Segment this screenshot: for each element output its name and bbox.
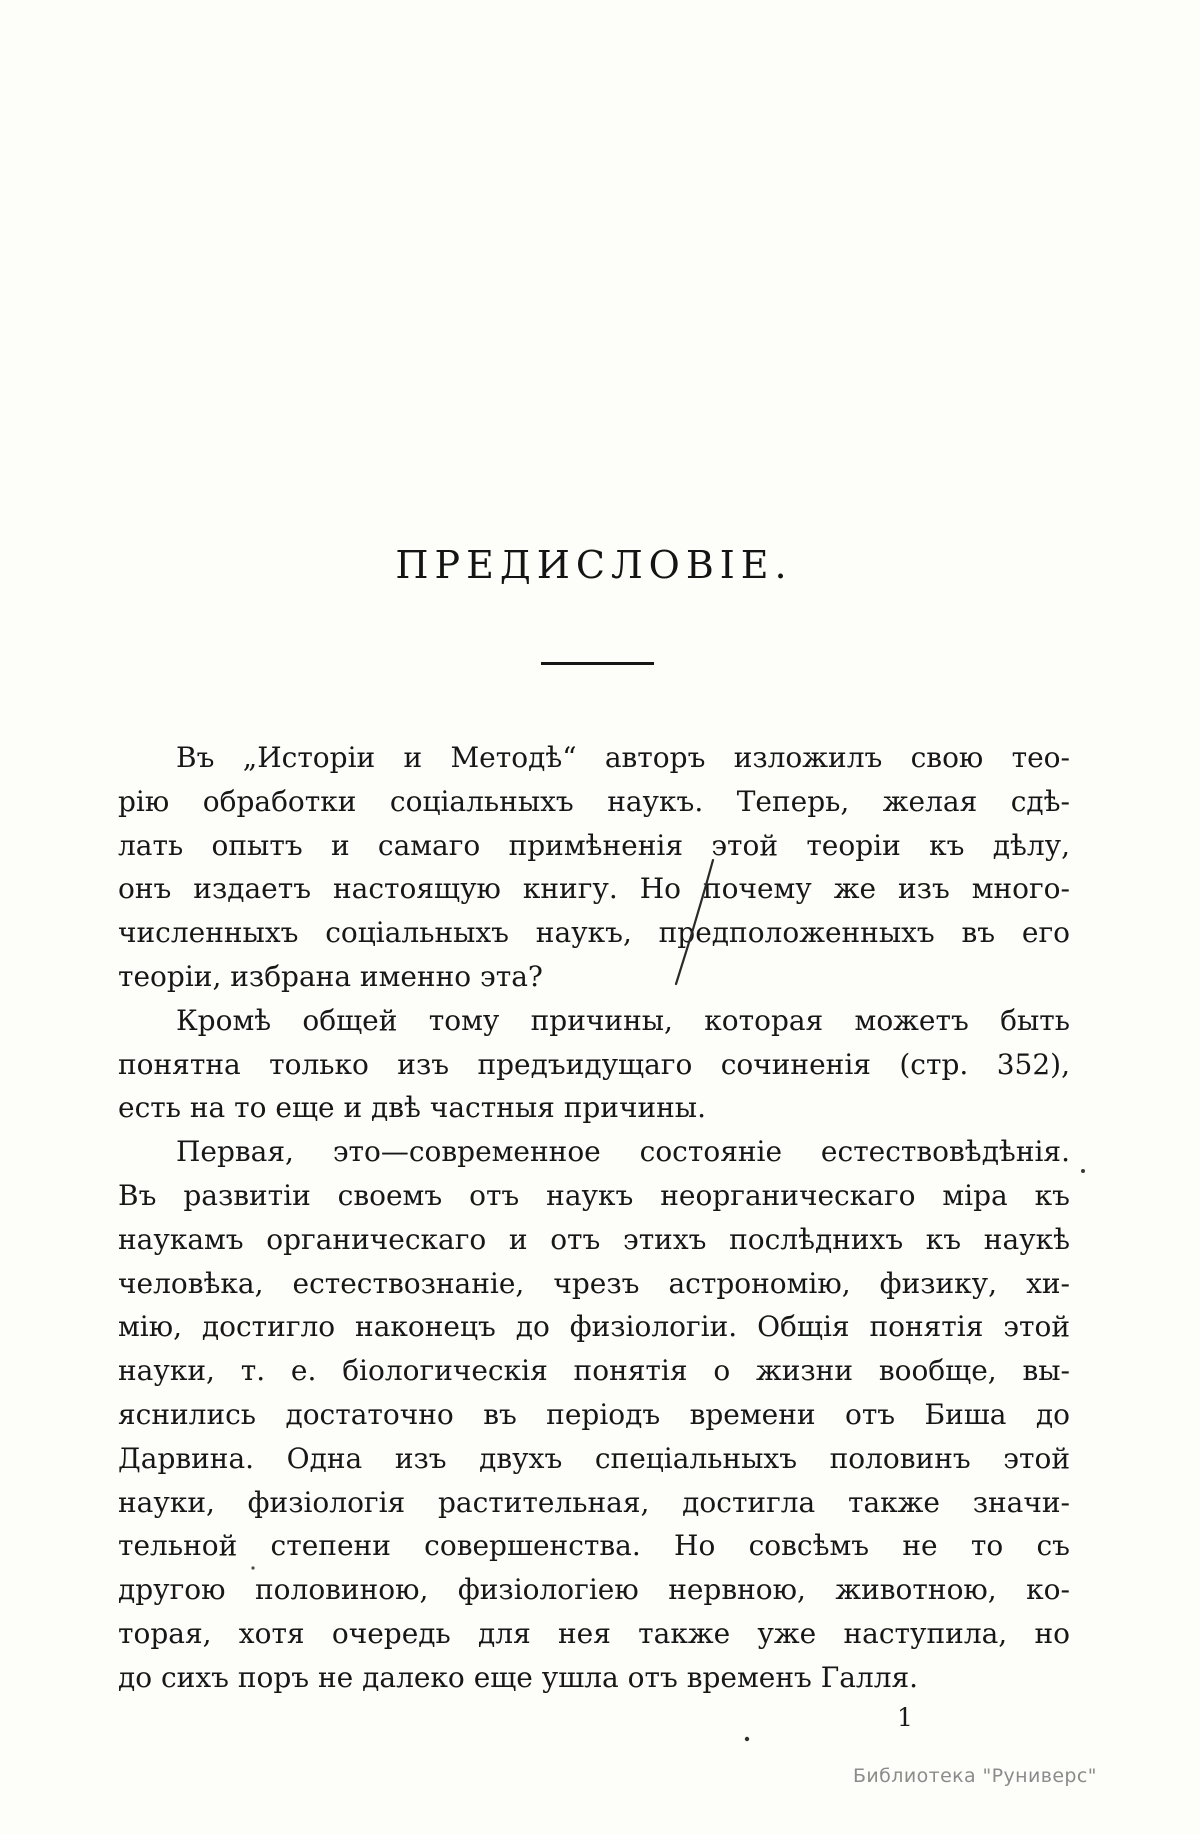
paragraph (118, 736, 1070, 999)
text-line: науки, т. е. біологическія понятія о жизни вообще, вы- (118, 1354, 1070, 1388)
text-line: онъ издаетъ настоящую книгу. Но почему же изъ много- (118, 872, 1070, 906)
scan-speckle (745, 1737, 749, 1741)
text-line: человѣка, естествознаніе, чрезъ астрономію, физику, хи- (118, 1266, 1070, 1300)
text-line: яснились достаточно въ періодъ времени отъ Биша до (118, 1397, 1070, 1431)
text-line: рію обработки соціальныхъ наукъ. Теперь, желая сдѣ- (118, 784, 1070, 818)
section-divider (541, 662, 654, 665)
text-line: науки, физіологія растительная, достигла также значи- (118, 1485, 1070, 1519)
paragraph (118, 999, 1070, 1130)
text-line: торая, хотя очередь для нея также уже наступила, но (118, 1616, 1070, 1650)
text-line: другою половиною, физіологіею нервною, животною, ко- (118, 1573, 1070, 1607)
text-line: Въ „Исторіи и Методѣ“ авторъ изложилъ свою тео- (176, 741, 1070, 774)
text-line: Кромѣ общей тому причины, которая можетъ быть (176, 1003, 1070, 1037)
text-line: лать опытъ и самаго примѣненія этой теоріи къ дѣлу, (118, 828, 1070, 862)
text-line: есть на то еще и двѣ частныя причины. (118, 1091, 706, 1125)
scan-speckle (1081, 1169, 1085, 1173)
text-line: понятна только изъ предъидущаго сочиненія (стр. 352), (118, 1047, 1070, 1081)
text-line: наукамъ органическаго и отъ этихъ послѣднихъ къ наукѣ (118, 1222, 1070, 1256)
text-line: мію, достигло наконецъ до физіологіи. Общія понятія этой (118, 1310, 1070, 1344)
text-line: Первая, это—современное состояніе естествовѣдѣнія. (176, 1135, 1070, 1169)
page-title: ПРЕДИСЛОВІЕ. (395, 543, 793, 587)
watermark: Библиотека "Руниверс" (853, 1765, 1097, 1787)
body-text (118, 736, 1070, 1700)
text-line: теоріи, избрана именно эта? (118, 959, 543, 993)
text-line: Дарвина. Одна изъ двухъ спеціальныхъ половинъ этой (118, 1441, 1070, 1475)
text-line: тельной степени совершенства. Но совсѣмъ не то съ (118, 1529, 1070, 1563)
text-line: до сихъ поръ не далеко еще ушла отъ временъ Галля. (118, 1660, 919, 1694)
text-line: Въ развитіи своемъ отъ наукъ неорганическаго міра къ (118, 1178, 1070, 1212)
page-number: 1 (897, 1703, 913, 1732)
text-line: численныхъ соціальныхъ наукъ, предположенныхъ въ его (118, 916, 1070, 950)
paragraph (118, 1130, 1070, 1699)
